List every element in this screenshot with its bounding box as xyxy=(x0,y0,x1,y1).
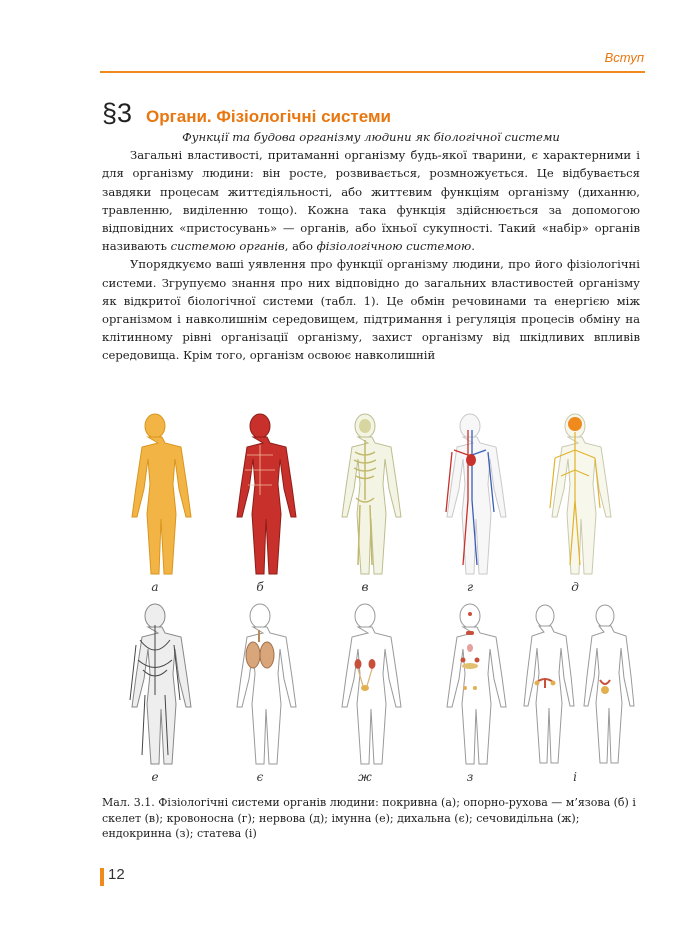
endocrine-body-image xyxy=(425,600,515,765)
section-heading xyxy=(102,98,391,129)
figure-circulatory xyxy=(425,410,515,575)
figure-label-zh: ж xyxy=(358,770,372,784)
header-rule xyxy=(100,71,645,73)
section-number: §3 xyxy=(102,98,133,128)
integumentary-body-image xyxy=(110,410,200,575)
figure-nervous xyxy=(530,410,620,575)
respiratory-body-image xyxy=(215,600,305,765)
section-title: Органи. Фізіологічні системи xyxy=(146,107,392,126)
term-organ-system: системою органів xyxy=(170,239,285,254)
paragraph-1 xyxy=(102,146,640,255)
figure-label-a: а xyxy=(151,580,159,594)
skeleton-body-image xyxy=(320,410,410,575)
figure-label-b: б xyxy=(256,580,264,594)
body-systems-figure xyxy=(110,410,640,790)
muscular-body-image xyxy=(215,410,305,575)
running-head: Вступ xyxy=(604,50,644,65)
figure-label-v: в xyxy=(361,580,369,594)
subheading-text: Функції та будова організму людини як біологічної системи xyxy=(182,130,560,144)
paragraph-2 xyxy=(102,255,640,364)
page-number: 12 xyxy=(108,866,125,883)
paragraph-1-end: . xyxy=(471,239,475,254)
paragraph-1-text: Загальні властивості, притаманні організму будь-якої тварини, є характерними і для організму людини: він росте, розвивається, розмножується. Це відбувається завдяки процесам життєдіяльності, або життєвим функціям організму (диханню, травленню, виділенню тощо). Кожна така функція здійснюється за допомогою відповідних «пристосувань» — органів, або їхньої сукупності. Такий «набір» органів називають xyxy=(102,148,640,254)
nervous-body-image xyxy=(530,410,620,575)
paragraph-2-text: Упорядкуємо ваші уявлення про функції організму людини, про його фізіологічні системи. Згрупуємо знання про них відповідно до загальних властивостей організму як відкритої біологічної системи (табл. 1). Це обмін речовинами та енергією між організмом і навколишнім середовищем, підтримання і регуляція процесів обміну на клітинному рівні організації організму, захист організму від шкідливих впливів середовища. Крім того, організм освоює навколишній xyxy=(102,257,640,363)
paragraph-1-mid: , або xyxy=(284,239,317,254)
figure-label-ye: є xyxy=(256,770,264,784)
circulatory-body-image xyxy=(425,410,515,575)
figure-label-d: д xyxy=(571,580,579,594)
subheading xyxy=(102,128,640,146)
figure-urinary xyxy=(320,600,410,765)
body-text xyxy=(102,128,640,365)
figure-reproductive xyxy=(505,600,645,765)
figure-caption: Мал. 3.1. Фізіологічні системи органів людини: покривна (а); опорно-рухова — м’язова (б) і скелет (в); кровоносна (г); нервова (д); імунна (е); дихальна (є); сечовидільна (ж); ендокринна (з); статева (і) xyxy=(102,796,636,840)
figure-respiratory xyxy=(215,600,305,765)
figure-skeleton xyxy=(320,410,410,575)
reproductive-body-image xyxy=(505,600,645,765)
immune-body-image xyxy=(110,600,200,765)
figure-endocrine xyxy=(425,600,515,765)
page-number-marker xyxy=(100,868,104,886)
figure-label-h: г xyxy=(466,580,474,594)
figure-muscular xyxy=(215,410,305,575)
figure-integumentary xyxy=(110,410,200,575)
figure-label-i: і xyxy=(573,770,577,784)
figure-label-z: з xyxy=(466,770,474,784)
term-physiological-system: фізіологічною системою xyxy=(316,239,472,254)
figure-immune xyxy=(110,600,200,765)
urinary-body-image xyxy=(320,600,410,765)
figure-label-e: е xyxy=(151,770,159,784)
